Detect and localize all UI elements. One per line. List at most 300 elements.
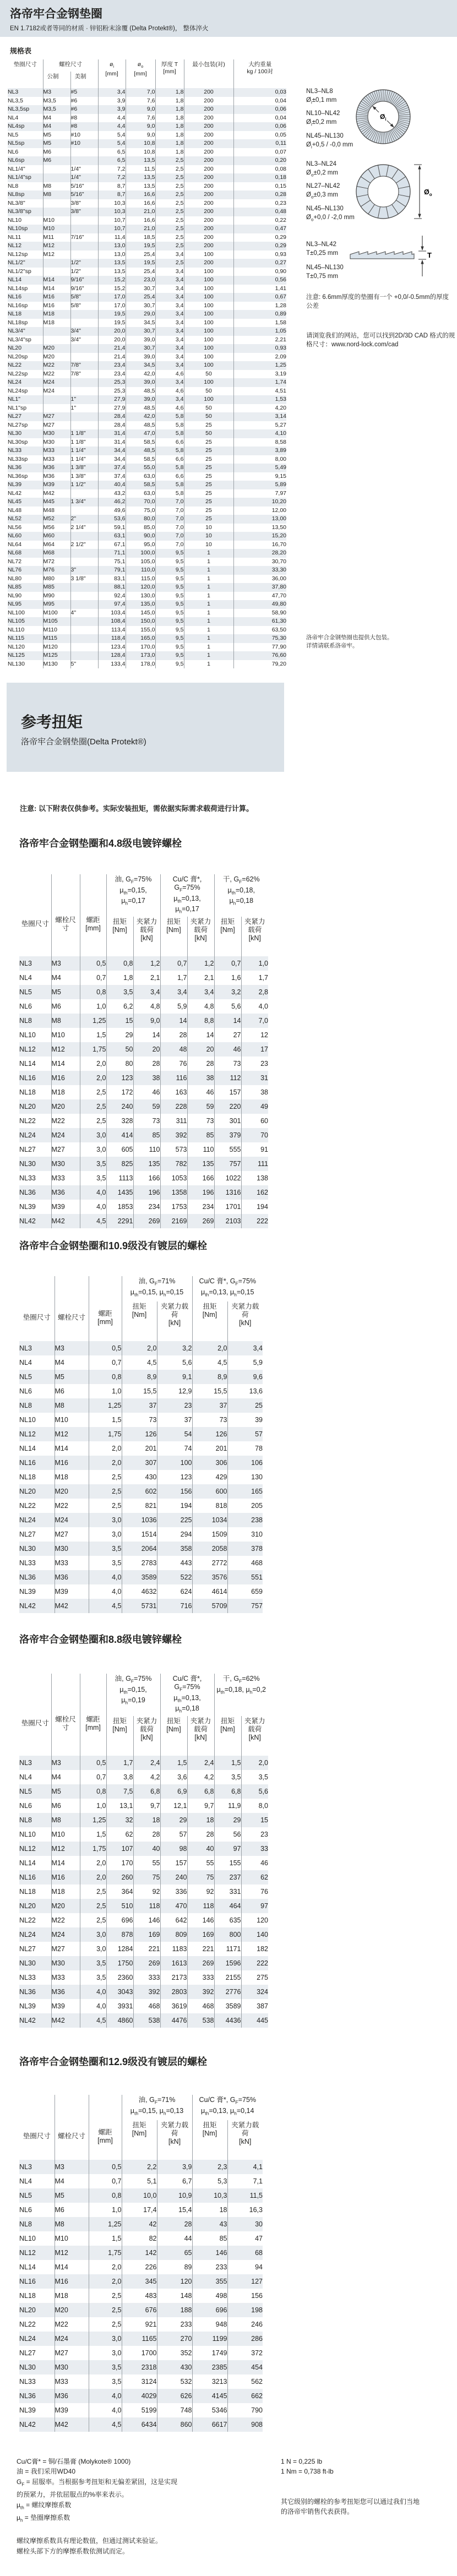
spec-row <box>8 395 286 404</box>
cell: 166 <box>133 1171 160 1185</box>
cell: 28 <box>187 1056 214 1071</box>
cell: 3,4 <box>155 353 184 362</box>
cell: 0,67 <box>233 293 286 302</box>
cell: 2,5 <box>89 2303 122 2317</box>
t-dimension-label: T <box>427 251 432 259</box>
cell: NL20 <box>19 1902 36 1910</box>
cell: 15,20 <box>233 532 286 541</box>
cell: 5/8" <box>70 293 98 302</box>
cell: 3,89 <box>233 446 286 455</box>
cell: 3,4 <box>155 276 184 285</box>
cell: 13,5 <box>126 173 155 182</box>
cell <box>43 173 70 182</box>
cell: 100 <box>184 276 233 285</box>
torque-row <box>19 2289 263 2303</box>
cell: 7,0 <box>155 507 184 515</box>
cell: 10 <box>184 541 233 549</box>
cell: 757 <box>227 1599 263 1613</box>
torque-row <box>19 1970 268 1985</box>
cell: M3 <box>51 956 80 971</box>
cell: 55 <box>187 1856 214 1870</box>
cell: 30,70 <box>233 558 286 567</box>
cell: 39 <box>227 1413 263 1427</box>
cell: 100 <box>184 285 233 293</box>
cell: 5/16" <box>70 182 98 191</box>
cell: 600 <box>192 1484 227 1499</box>
cell: 878 <box>106 1927 133 1942</box>
cell: 270 <box>157 2332 192 2346</box>
torque-row <box>19 2203 263 2217</box>
cell: 4,5 <box>122 1355 157 1370</box>
cell: 48,5 <box>126 446 155 455</box>
cell <box>43 404 70 413</box>
cell: NL36 <box>19 1573 36 1581</box>
cell: NL30 <box>19 1159 36 1168</box>
cell: M12 <box>55 2246 89 2260</box>
cell: 5,9 <box>160 999 187 1014</box>
cell: NL39 <box>19 1588 36 1595</box>
spec-row <box>8 173 286 182</box>
cell: 0,04 <box>233 114 286 123</box>
cell: 19,5 <box>98 310 126 319</box>
spec-row <box>8 208 286 216</box>
cell: 130,0 <box>126 592 155 601</box>
torque-row <box>19 1185 268 1200</box>
cell: 200 <box>184 208 233 216</box>
cell: 50 <box>184 404 233 413</box>
cell: 2360 <box>106 1970 133 1985</box>
cell: 28,20 <box>233 549 286 558</box>
footnote-line: 的预紧力，并依屈服点的%率来表示。 <box>17 2491 128 2499</box>
cell: 10,20 <box>233 498 286 507</box>
cell: M3,5 <box>43 97 70 106</box>
cell: 113,4 <box>98 626 126 635</box>
cell: 1183 <box>160 1942 187 1956</box>
cell: 47,0 <box>126 429 155 438</box>
cell: NL42 <box>19 2016 36 2024</box>
cell: NL18 <box>8 311 22 317</box>
cell: 1,25 <box>89 2217 122 2231</box>
cell: 1,53 <box>233 395 286 404</box>
column-header: 垫圈尺寸 <box>13 61 37 68</box>
cell: 200 <box>184 105 233 114</box>
cell: 0,7 <box>89 2174 122 2188</box>
cell: NL1" <box>8 396 20 402</box>
column-header: 夹紧力载荷 [kN] <box>133 1716 160 1756</box>
column-header: $ø_o$ [mm] <box>126 59 155 88</box>
cell: 23,4 <box>98 370 126 379</box>
cell <box>70 387 98 396</box>
spec-row <box>8 225 286 233</box>
cell: NL24 <box>19 2335 36 2343</box>
cell: 1 <box>184 617 233 626</box>
cell: 240 <box>160 1870 187 1885</box>
cell: 2,5 <box>89 1499 122 1513</box>
cell: 100 <box>184 361 233 370</box>
cell: NL3/8" <box>8 199 25 206</box>
cell: M20 <box>43 353 70 362</box>
spec-row <box>8 378 286 387</box>
cell: 306 <box>192 1456 227 1470</box>
cell: 1,8 <box>106 971 133 985</box>
torque-row <box>19 1341 263 1355</box>
cell: 1700 <box>122 2346 157 2360</box>
cell: 110 <box>133 1142 160 1157</box>
cell: NL39 <box>19 2002 36 2010</box>
cell: 100 <box>184 319 233 328</box>
torque-row <box>19 1370 263 1384</box>
spec-row <box>8 353 286 362</box>
cell: M14 <box>43 276 70 285</box>
torque-table-4-8 <box>19 874 268 1228</box>
cell: 135,0 <box>126 600 155 609</box>
torque-table-title: 洛帝牢合金钢垫圈和10.9级没有镀层的螺栓 <box>19 1240 208 1251</box>
spec-row <box>8 327 286 336</box>
cell: 7/8" <box>70 370 98 379</box>
cell: 0,93 <box>233 344 286 353</box>
cell: M4 <box>43 122 70 131</box>
cell: M16 <box>51 1071 80 1085</box>
cell: 97 <box>241 1899 268 1913</box>
cell: 9,5 <box>155 651 184 660</box>
cell: 200 <box>184 190 233 199</box>
cell: 198 <box>227 2303 263 2317</box>
cell: 1 <box>184 583 233 592</box>
cell: M36 <box>43 472 70 481</box>
cell: M10 <box>51 1028 80 1042</box>
cell <box>70 156 98 165</box>
column-header: 扭矩 [Nm] <box>106 1716 133 1756</box>
cell: 2,0 <box>122 1341 157 1355</box>
footnote-line: $G_F$ = 屈服率。当根据参考扭矩和无偏差紧固，这是实现 <box>17 2477 178 2487</box>
cell: 15,2 <box>98 276 126 285</box>
cell: NL27 <box>8 413 22 420</box>
torque-banner-title: 参考扭矩 <box>21 714 83 731</box>
cell: 9,15 <box>233 472 286 481</box>
cell: 6,9 <box>160 1784 187 1799</box>
cell: 3,0 <box>80 1142 106 1157</box>
cell: 108,4 <box>98 617 126 626</box>
cell: M18 <box>55 2289 89 2303</box>
cell: 37 <box>157 1413 192 1427</box>
cell: 3,5 <box>241 1770 268 1784</box>
cell: 89 <box>157 2260 192 2274</box>
cell: M14 <box>43 285 70 293</box>
cell: 4632 <box>122 1584 157 1599</box>
cell: 107 <box>106 1842 133 1856</box>
spec-row <box>8 233 286 242</box>
cell <box>70 421 98 430</box>
cell: 860 <box>157 2417 192 2432</box>
spec-row <box>8 199 286 208</box>
cell: 135 <box>133 1157 160 1171</box>
cell: 1 <box>184 660 233 669</box>
cell: 59 <box>187 1099 214 1114</box>
cell: 13,0 <box>98 250 126 259</box>
cell: 2,5 <box>155 259 184 268</box>
cell: 3,4 <box>155 293 184 302</box>
cell: 1 <box>184 643 233 652</box>
cell: 0,06 <box>233 122 286 131</box>
cell: 146 <box>187 1913 214 1927</box>
cell: 48,5 <box>126 421 155 430</box>
cell: M5 <box>51 985 80 999</box>
cell: 9,5 <box>155 643 184 652</box>
cell: 9,0 <box>126 105 155 114</box>
cell: 3,4 <box>155 336 184 345</box>
cell: 498 <box>192 2289 227 2303</box>
spec-row <box>8 592 286 601</box>
cell: 30,7 <box>126 344 155 353</box>
cell: 92,4 <box>98 592 126 601</box>
cell: 27 <box>214 1028 241 1042</box>
torque-table-title: 洛帝牢合金钢垫圈和12.9级没有镀层的螺栓 <box>19 2056 208 2067</box>
cell: 233 <box>192 2260 227 2274</box>
cell: 71,1 <box>98 549 126 558</box>
cell: M4 <box>55 2174 89 2188</box>
cell: 2,5 <box>155 208 184 216</box>
cell: 6,5 <box>98 148 126 157</box>
spec-row <box>8 651 286 660</box>
torque-row <box>19 1813 268 1827</box>
cell: 16,70 <box>233 541 286 549</box>
cell: 4,0 <box>80 1999 106 2013</box>
cell: 14 <box>133 1028 160 1042</box>
spec-row <box>8 609 286 618</box>
spec-row <box>8 438 286 447</box>
cell: NL3 <box>8 89 19 95</box>
cell: 10,8 <box>126 148 155 157</box>
torque-row <box>19 1056 268 1071</box>
cell: 4,6 <box>155 387 184 396</box>
cell: NL12 <box>19 2249 36 2257</box>
cell: NL30sp <box>8 438 28 445</box>
cell: M6 <box>55 2203 89 2217</box>
cell: 0,23 <box>233 199 286 208</box>
column-header: 油, $G_F=75\%$ $\mu_{th}=0,15$, $\mu_h=0,19$ <box>106 1674 160 1716</box>
cell: 118,4 <box>98 634 126 643</box>
cell: 48 <box>160 1042 187 1056</box>
torque-row <box>19 1584 263 1599</box>
cell: 194 <box>157 1499 192 1513</box>
cell <box>70 353 98 362</box>
cell: 200 <box>184 148 233 157</box>
cell: 602 <box>122 1484 157 1499</box>
cell <box>70 617 98 626</box>
cell: NL105 <box>8 618 25 624</box>
column-header: 扭矩 [Nm] <box>192 1301 227 1341</box>
cell: 662 <box>227 2389 263 2403</box>
cell <box>43 208 70 216</box>
cell: NL18 <box>19 1887 36 1896</box>
spec-row <box>8 532 286 541</box>
column-header: Cu/C 膏*, $G_F=75\%$ $\mu_{th}=0,13$, $\mu_h=0,15$ <box>192 1276 263 1301</box>
cell: 103,4 <box>98 609 126 618</box>
cell: 1,2 <box>133 956 160 971</box>
cell: 4,8 <box>133 999 160 1014</box>
cell: 6,6 <box>155 455 184 464</box>
footnote-line <box>281 2477 453 2487</box>
cell: 90,0 <box>126 532 155 541</box>
cell: M14 <box>55 2260 89 2274</box>
cell: 6617 <box>192 2417 227 2432</box>
cell: M42 <box>55 1599 89 1613</box>
cell: 4,0 <box>80 1200 106 1214</box>
cell: 1,2 <box>187 956 214 971</box>
torque-row <box>19 2160 263 2174</box>
torque-row <box>19 1214 268 1228</box>
cell: 757 <box>214 1157 241 1171</box>
cell <box>70 378 98 387</box>
cell: 34,5 <box>126 319 155 328</box>
torque-table-header <box>19 1276 263 1341</box>
cell: 1,7 <box>106 1756 133 1770</box>
cell: 196 <box>187 1185 214 1200</box>
cell: 3,4 <box>155 310 184 319</box>
cell: 1753 <box>160 1200 187 1214</box>
spec-row <box>8 156 286 165</box>
cad-url-link[interactable]: www.nord-lock.com/cad <box>331 341 399 348</box>
cell: 163 <box>160 1085 187 1099</box>
cell: 10 <box>184 532 233 541</box>
cell: 3,0 <box>80 1927 106 1942</box>
cell: 27,9 <box>98 404 126 413</box>
cell: 4029 <box>122 2389 157 2403</box>
spec-row <box>8 310 286 319</box>
cell: 9,5 <box>155 583 184 592</box>
cell: 301 <box>214 1114 241 1128</box>
cell: 3213 <box>192 2375 227 2389</box>
cell: 1514 <box>122 1527 157 1542</box>
cell: 20,0 <box>98 336 126 345</box>
cell: 9,5 <box>155 660 184 669</box>
torque-row <box>19 2231 263 2246</box>
cell: 29,0 <box>126 310 155 319</box>
cell: NL64 <box>8 541 22 548</box>
footnote-line <box>17 2526 259 2536</box>
cell: 1 3/4" <box>70 498 98 507</box>
cell: 8,8 <box>187 1014 214 1028</box>
cell: 1034 <box>192 1513 227 1527</box>
cell: 29 <box>160 1813 187 1827</box>
torque-row <box>19 1028 268 1042</box>
cell <box>70 489 98 498</box>
cell: 40 <box>187 1842 214 1856</box>
washer-inner-diameter-diagram <box>352 86 414 148</box>
cell: 307 <box>122 1456 157 1470</box>
cell: M39 <box>51 1999 80 2013</box>
cell: 2,5 <box>155 199 184 208</box>
footnote-line: 1 N = 0,225 lb <box>281 2458 323 2465</box>
torque-section-10-9 <box>19 1240 263 1613</box>
cell: 28 <box>187 1827 214 1842</box>
cell: 2,5 <box>89 2289 122 2303</box>
cell: 748 <box>157 2403 192 2417</box>
cell: 2,5 <box>155 233 184 242</box>
spec-row <box>8 387 286 396</box>
cell: 170,0 <box>126 643 155 652</box>
cell: 30,7 <box>126 327 155 336</box>
cell: 75,0 <box>126 507 155 515</box>
cell: 3,9 <box>98 105 126 114</box>
cell: 73 <box>214 1056 241 1071</box>
cell: 65 <box>157 2246 192 2260</box>
cell: 28 <box>157 2217 192 2231</box>
cell: 1 1/4" <box>70 446 98 455</box>
cell: 9,6 <box>227 1370 263 1384</box>
cell: 100 <box>184 302 233 311</box>
cell: 387 <box>241 1999 268 2013</box>
cell: M100 <box>43 609 70 618</box>
cell: 33,30 <box>233 566 286 575</box>
cell: NL30 <box>19 1545 36 1553</box>
cell: 169 <box>133 1927 160 1942</box>
cell: 3,9 <box>98 97 126 106</box>
spec-row <box>8 464 286 472</box>
bulk-note-line1: 洛帝牢合金钢垫圈也提供大包装。 <box>306 634 393 641</box>
cell: 0,7 <box>80 971 106 985</box>
cell: 1,5 <box>80 1028 106 1042</box>
torque-section-12-9 <box>19 2056 263 2432</box>
cell: 324 <box>241 1985 268 1999</box>
cell: 39,0 <box>126 378 155 387</box>
cell: 5731 <box>122 1599 157 1613</box>
torque-row <box>19 1085 268 1099</box>
cell: M16 <box>43 302 70 311</box>
cell: NL16 <box>19 1459 36 1467</box>
cell: 12,00 <box>233 507 286 515</box>
cell: 14 <box>187 1028 214 1042</box>
cell: 4614 <box>192 1584 227 1599</box>
cell: NL20 <box>19 2306 36 2314</box>
cell: NL115 <box>8 635 25 641</box>
cell: 5,3 <box>192 2174 227 2188</box>
cell: 3,5 <box>214 1770 241 1784</box>
cell: 311 <box>160 1114 187 1128</box>
cell: 34,5 <box>126 361 155 370</box>
torque-row <box>19 1456 263 1470</box>
cell: NL12 <box>8 242 22 249</box>
cell: 146 <box>192 2246 227 2260</box>
cell: NL20 <box>19 1488 36 1495</box>
cell: NL22 <box>19 2321 36 2328</box>
cell: 642 <box>160 1913 187 1927</box>
cell: 36,00 <box>233 575 286 584</box>
cell: 3,2 <box>157 1341 192 1355</box>
cell: 9,5 <box>155 592 184 601</box>
cell: 233 <box>157 2317 192 2332</box>
cell: 372 <box>227 2346 263 2360</box>
cell: NL10 <box>19 1031 36 1039</box>
cell: 9,5 <box>155 600 184 609</box>
torque-row <box>19 1542 263 1556</box>
torque-row <box>19 2417 263 2432</box>
cell: 1199 <box>192 2332 227 2346</box>
cell: 106 <box>227 1456 263 1470</box>
cell: 8,7 <box>98 182 126 191</box>
cell: 9,0 <box>126 122 155 131</box>
cell: 10,7 <box>98 216 126 225</box>
torque-table-body <box>19 1756 268 2028</box>
cell: 538 <box>187 2013 214 2028</box>
cell: NL5 <box>8 131 19 138</box>
torque-row <box>19 985 268 999</box>
cell: 25,3 <box>98 378 126 387</box>
spec-row <box>8 421 286 430</box>
cell: 0,28 <box>233 190 286 199</box>
cell: 676 <box>122 2303 157 2317</box>
cell: 25 <box>184 489 233 498</box>
